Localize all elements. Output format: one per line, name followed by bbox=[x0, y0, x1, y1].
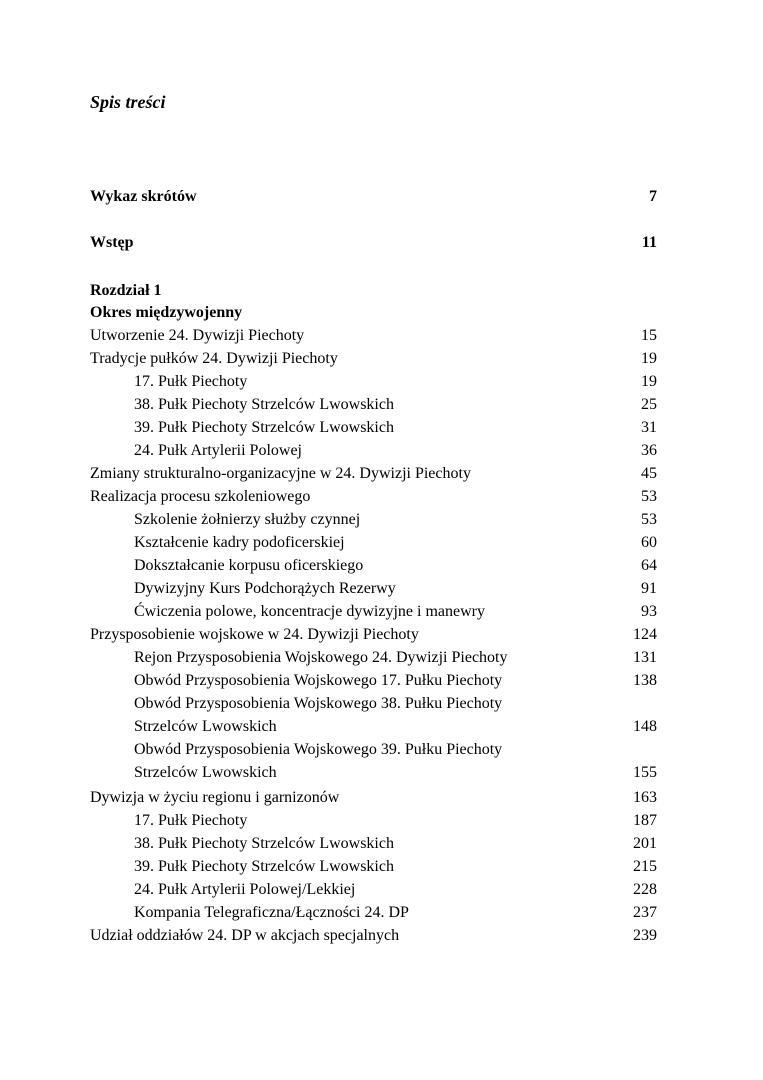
toc-entry bbox=[134, 394, 657, 416]
toc-entry-title: 39. Pułk Piechoty Strzelców Lwowskich bbox=[134, 858, 394, 875]
toc-entry-page: 155 bbox=[633, 764, 657, 781]
toc-entry bbox=[90, 280, 657, 302]
toc-entry-page: 53 bbox=[641, 511, 657, 528]
toc-entry bbox=[134, 578, 657, 600]
toc-entry-page: 45 bbox=[641, 465, 657, 482]
toc-entry-title: Strzelców Lwowskich bbox=[134, 764, 277, 781]
toc-entry bbox=[134, 693, 657, 715]
page-title: Spis treści bbox=[90, 92, 166, 112]
toc-entry bbox=[134, 810, 657, 832]
toc-entry-title: Kompania Telegraficzna/Łączności 24. DP bbox=[134, 904, 409, 921]
toc-entry-title: Udział oddziałów 24. DP w akcjach specjalnych bbox=[90, 927, 400, 944]
toc-entry-title: Dywizyjny Kurs Podchorążych Rezerwy bbox=[134, 580, 396, 597]
toc-entry bbox=[134, 716, 657, 738]
toc-entry-page: 138 bbox=[633, 672, 657, 689]
toc-entry bbox=[134, 902, 657, 924]
toc-entry bbox=[134, 417, 657, 439]
toc-entry-page: 187 bbox=[633, 812, 657, 829]
toc-entry-page: 25 bbox=[641, 396, 657, 413]
toc-entry bbox=[134, 509, 657, 531]
toc-entry-title: Obwód Przysposobienia Wojskowego 38. Pułku Piechoty bbox=[134, 695, 503, 712]
toc-entry bbox=[134, 532, 657, 554]
toc-entry-page: 31 bbox=[641, 419, 657, 436]
toc-entry bbox=[90, 787, 657, 809]
toc-entry-title: Utworzenie 24. Dywizji Piechoty bbox=[90, 327, 305, 344]
toc-entry-title: 24. Pułk Artylerii Polowej bbox=[134, 442, 302, 459]
toc-entry-title: 39. Pułk Piechoty Strzelców Lwowskich bbox=[134, 419, 394, 436]
toc-entry bbox=[90, 348, 657, 370]
toc-entry bbox=[134, 555, 657, 577]
toc-entry bbox=[90, 186, 657, 208]
toc-entry-title: Realizacja procesu szkoleniowego bbox=[90, 488, 311, 505]
toc-entry-page: 64 bbox=[641, 557, 657, 574]
toc-entry-page: 19 bbox=[641, 350, 657, 367]
toc-entry-page: 91 bbox=[641, 580, 657, 597]
toc-entry-title: Ćwiczenia polowe, koncentracje dywizyjne i manewry bbox=[134, 603, 485, 620]
toc-entry-page: 124 bbox=[633, 626, 657, 643]
toc-entry bbox=[134, 440, 657, 462]
toc-entry-title: Rozdział 1 bbox=[90, 282, 162, 299]
toc-entry-title: 38. Pułk Piechoty Strzelców Lwowskich bbox=[134, 396, 394, 413]
toc-entry bbox=[90, 232, 657, 254]
toc-entry bbox=[90, 624, 657, 646]
toc-entry-page: 163 bbox=[633, 789, 657, 806]
toc-entry-title: Zmiany strukturalno-organizacyjne w 24. Dywizji Piechoty bbox=[90, 465, 471, 482]
toc-entry bbox=[90, 486, 657, 508]
toc-entry bbox=[134, 856, 657, 878]
toc-entry-title: Szkolenie żołnierzy służby czynnej bbox=[134, 511, 361, 528]
toc-entry-title: Tradycje pułków 24. Dywizji Piechoty bbox=[90, 350, 338, 367]
toc-entry bbox=[134, 601, 657, 623]
toc-entry bbox=[134, 879, 657, 901]
toc-entry-page: 131 bbox=[633, 649, 657, 666]
toc-entry bbox=[134, 739, 657, 761]
toc-entry-title: Rejon Przysposobienia Wojskowego 24. Dywizji Piechoty bbox=[134, 649, 508, 666]
toc-entry-title: Dywizja w życiu regionu i garnizonów bbox=[90, 789, 340, 806]
toc-entry-page: 148 bbox=[633, 718, 657, 735]
toc-entry-page: 53 bbox=[641, 488, 657, 505]
toc-entry-page: 19 bbox=[641, 373, 657, 390]
toc-entry-page: 60 bbox=[641, 534, 657, 551]
toc-entry-page: 237 bbox=[633, 904, 657, 921]
toc-entry bbox=[90, 325, 657, 347]
toc-entry-title: Obwód Przysposobienia Wojskowego 17. Pułku Piechoty bbox=[134, 672, 503, 689]
toc-entry-page: 239 bbox=[633, 927, 657, 944]
toc-entry-page: 11 bbox=[641, 234, 657, 251]
toc-entry-title: 38. Pułk Piechoty Strzelców Lwowskich bbox=[134, 835, 394, 852]
toc-entry bbox=[134, 833, 657, 855]
toc-entry-title: Strzelców Lwowskich bbox=[134, 718, 277, 735]
toc-entry-title: Obwód Przysposobienia Wojskowego 39. Pułku Piechoty bbox=[134, 741, 503, 758]
toc-entry bbox=[90, 925, 657, 947]
toc-entry bbox=[134, 670, 657, 692]
toc-entry-title: 17. Pułk Piechoty bbox=[134, 373, 248, 390]
toc-entry-title: Kształcenie kadry podoficerskiej bbox=[134, 534, 345, 551]
toc-entry-page: 201 bbox=[633, 835, 657, 852]
toc-entry-page: 36 bbox=[641, 442, 657, 459]
toc-entry-title: 24. Pułk Artylerii Polowej/Lekkiej bbox=[134, 881, 356, 898]
toc-entry bbox=[134, 647, 657, 669]
toc-entry-page: 15 bbox=[641, 327, 657, 344]
toc-entry bbox=[90, 302, 657, 324]
toc-entry-page: 93 bbox=[641, 603, 657, 620]
toc-entry-page: 215 bbox=[633, 858, 657, 875]
toc-entry-page: 228 bbox=[633, 881, 657, 898]
toc-entry-title: Wykaz skrótów bbox=[90, 188, 197, 205]
toc-entry-title: Przysposobienie wojskowe w 24. Dywizji Piechoty bbox=[90, 626, 419, 643]
toc-entry bbox=[134, 762, 657, 784]
toc-entry-title: Wstęp bbox=[90, 234, 134, 251]
toc-entry-title: Okres międzywojenny bbox=[90, 304, 243, 321]
toc-entry-page: 7 bbox=[649, 188, 657, 205]
toc-entry bbox=[134, 371, 657, 393]
toc-entry bbox=[90, 463, 657, 485]
toc-entry-title: Dokształcanie korpusu oficerskiego bbox=[134, 557, 364, 574]
toc-entry-title: 17. Pułk Piechoty bbox=[134, 812, 248, 829]
